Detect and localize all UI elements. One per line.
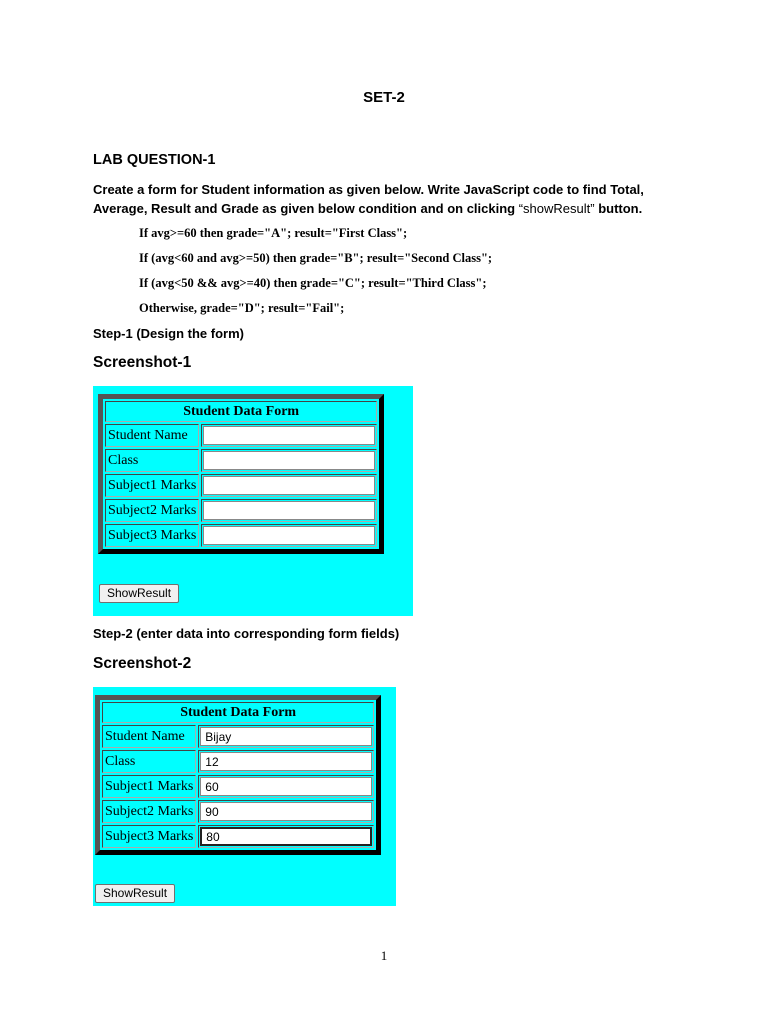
subject2-marks-label: Subject2 Marks <box>102 800 196 823</box>
subject2-marks-input[interactable] <box>203 501 375 520</box>
intro-text-part2: button. <box>594 201 643 216</box>
subject2-marks-label: Subject2 Marks <box>105 499 199 522</box>
screenshot1-panel <box>93 386 413 616</box>
subject2-marks-input[interactable] <box>200 802 372 821</box>
form-title: Student Data Form <box>105 401 377 422</box>
show-result-button[interactable]: ShowResult <box>95 884 175 903</box>
class-label: Class <box>102 750 196 773</box>
subject3-marks-input[interactable] <box>203 526 375 545</box>
subject3-marks-label: Subject3 Marks <box>102 825 196 848</box>
intro-text-part1: Create a form for Student information as given below. Write JavaScript code to find Total, Average, Result and Grade as given below condition and on clicking <box>93 182 644 216</box>
subject1-marks-label: Subject1 Marks <box>105 474 199 497</box>
page-number: 1 <box>380 948 388 963</box>
lab-question-heading: LAB QUESTION-1 <box>93 152 216 168</box>
subject3-marks-input[interactable] <box>200 827 372 846</box>
subject3-marks-label: Subject3 Marks <box>105 524 199 547</box>
condition-line: If (avg<60 and avg>=50) then grade="B"; result="Second Class"; <box>139 251 493 265</box>
student-name-input[interactable] <box>200 727 372 746</box>
class-label: Class <box>105 449 199 472</box>
screenshot1-heading: Screenshot-1 <box>93 354 192 371</box>
set-title: SET-2 <box>363 89 405 106</box>
student-name-label: Student Name <box>102 725 196 748</box>
intro-paragraph <box>93 180 693 218</box>
student-data-form-table <box>95 695 381 855</box>
condition-line: If (avg<50 && avg>=40) then grade="C"; result="Third Class"; <box>139 276 487 290</box>
class-input[interactable] <box>203 451 375 470</box>
step1-text: Step-1 (Design the form) <box>93 326 244 341</box>
student-name-label: Student Name <box>105 424 199 447</box>
subject1-marks-label: Subject1 Marks <box>102 775 196 798</box>
intro-quoted: “showResult” <box>518 201 595 216</box>
class-input[interactable] <box>200 752 372 771</box>
step2-text: Step-2 (enter data into corresponding form fields) <box>93 626 400 641</box>
subject1-marks-input[interactable] <box>200 777 372 796</box>
form-title: Student Data Form <box>102 702 374 723</box>
student-data-form-table <box>98 394 384 554</box>
screenshot2-panel <box>93 687 396 906</box>
condition-line: If avg>=60 then grade="A"; result="First Class"; <box>139 226 408 240</box>
subject1-marks-input[interactable] <box>203 476 375 495</box>
student-name-input[interactable] <box>203 426 375 445</box>
show-result-button[interactable]: ShowResult <box>99 584 179 603</box>
condition-line: Otherwise, grade="D"; result="Fail"; <box>139 301 345 315</box>
screenshot2-heading: Screenshot-2 <box>93 655 192 672</box>
